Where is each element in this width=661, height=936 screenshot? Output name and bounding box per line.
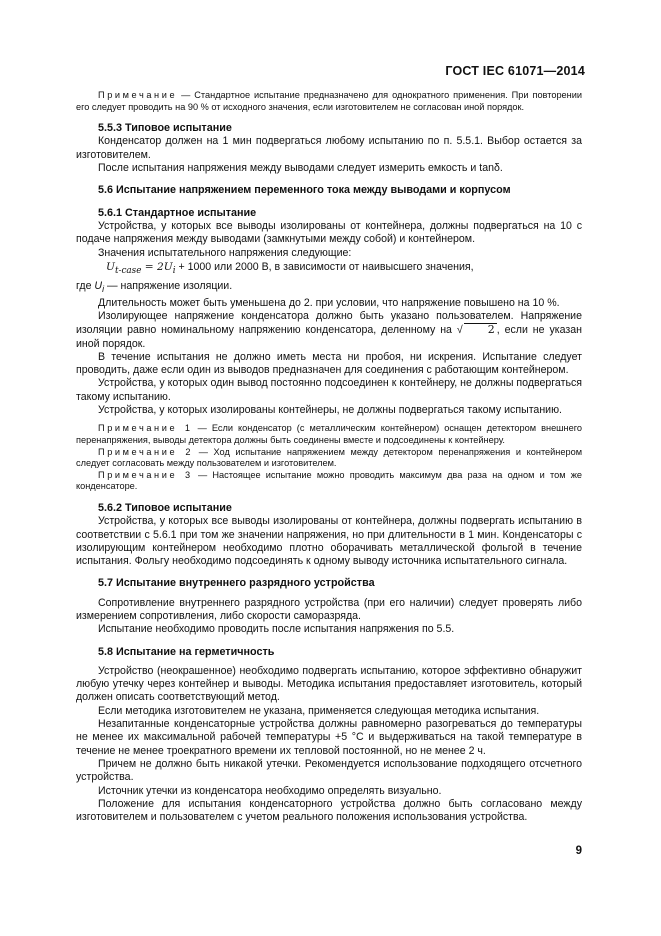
paragraph: Причем не должно быть никакой утечки. Рекомендуется использование подходящего отсчетного устройства. xyxy=(76,757,582,784)
section-5-8-title: 5.8 Испытание на герметичность xyxy=(98,645,275,658)
paragraph: Длительность может быть уменьшена до 2. при условии, что напряжение повышено на 10 %. xyxy=(98,296,560,309)
paragraph: Конденсатор должен на 1 мин подвергаться любому испытанию по п. 5.5.1. Выбор остается за изготовителем. xyxy=(76,135,582,161)
document-body xyxy=(76,90,582,824)
section-5-6-title: 5.6 Испытание напряжением переменного тока между выводами и корпусом xyxy=(98,184,511,197)
paragraph: Незапитанные конденсаторные устройства должны равномерно разогреваться до температуры не менее их максимальной рабочей температуры +5 °С и выдерживаться на такой температуре в течение не менее троекратного времени их тепловой постоянной, но не менее 2 ч. xyxy=(76,718,582,757)
paragraph: Изолирующее напряжение конденсатора должно быть указано пользователем. Напряжение изоляции равно номинальному напряжению конденсатора, деленному на √ 2 , если не указан иной порядок. xyxy=(76,309,583,350)
note-text: — Стандартное испытание предназначено для однократного применения. При повторении его следует проводить на 90 % от исходного значения, если изготовителем не согласован иной порядок. xyxy=(76,90,582,112)
paragraph: Положение для испытания конденсаторного устройства должно быть согласовано между изготовителем и пользователем с учетом реального положения использования устройства. xyxy=(76,797,582,824)
paragraph: Устройства, у которых все выводы изолированы от контейнера, должны подвергаться на 10 с подаче напряжения между выводами (замкнутыми между собой) и контейнером. xyxy=(76,219,582,246)
paragraph: В течение испытания не должно иметь места ни пробоя, ни искрения. Испытание следует проводить, даже если один из выводов предназначен для соединения с работающим контейнером. xyxy=(76,350,582,377)
paragraph: После испытания напряжения между выводами следует измерить емкость и tanδ. xyxy=(98,162,503,175)
section-5-6-1-title: 5.6.1 Стандартное испытание xyxy=(98,206,257,219)
formula-where: где $U_i$ — напряжение изоляции. xyxy=(76,280,233,295)
note-top xyxy=(76,90,582,113)
note-label: Примечание xyxy=(98,90,178,100)
section-5-6-2-title: 5.6.2 Типовое испытание xyxy=(98,501,232,514)
standard-header: ГОСТ IEC 61071—2014 xyxy=(445,64,585,78)
paragraph: Значения испытательного напряжения следующие: xyxy=(98,246,352,259)
paragraph: Сопротивление внутреннего разрядного устройства (при его наличии) следует проверять либо измерением сопротивления, либо скорости саморазряда. xyxy=(76,596,582,622)
voltage-formula: $U_{t-case} = 2U_i + 1000$ или 2000 В, в зависимости от наивысшего значения, xyxy=(106,260,474,276)
note-1: Примечание 1 — Если конденсатор (с металлическим контейнером) оснащен детектором внешнего перенапряжения, выводы детектора должны быть соединены вместе и подсоединены к контейнеру. xyxy=(76,423,582,445)
paragraph: Устройство (неокрашенное) необходимо подвергать испытанию, которое эффективно обнаружит любую утечку через контейнер и выводы. Методика испытания предоставляет изготовитель, который должен описать соответствующий метод. xyxy=(76,664,582,704)
section-5-5-3-title: 5.5.3 Типовое испытание xyxy=(98,122,232,135)
paragraph: Источник утечки из конденсатора необходимо определять визуально. xyxy=(98,784,442,797)
paragraph: Устройства, у которых изолированы контейнеры, не должны подвергаться такому испытанию. xyxy=(98,404,562,417)
section-5-7-title: 5.7 Испытание внутреннего разрядного устройства xyxy=(98,577,375,590)
paragraph: Устройства, у которых все выводы изолированы от контейнера, должны подвергать испытанию в соответствии с 5.6.1 при том же значении напряжения, но при длительности в 1 мин. Конденсаторы с изолирующим контейнером необходимо плотно оборачивать металлической фольгой в течение испытания. Фольгу необходимо подсоединять к одному выводу источника испытательного сигнала. xyxy=(76,515,582,568)
paragraph: Если методика изготовителем не указана, применяется следующая методика испытания. xyxy=(98,704,540,717)
note-3: Примечание 3 — Настоящее испытание можно проводить максимум два раза на одном и том же конденсаторе. xyxy=(76,469,582,492)
page-number: 9 xyxy=(575,845,582,857)
paragraph: Испытание необходимо проводить после испытания напряжения по 5.5. xyxy=(98,623,455,636)
paragraph: Устройства, у которых один вывод постоянно подсоединен к контейнеру, не должны подвергаться такому испытанию. xyxy=(76,377,582,403)
note-2: Примечание 2 — Ход испытание напряжением между детектором перенапряжения и контейнером следует согласовать между пользователем и изготовителем. xyxy=(76,446,583,469)
sqrt-symbol: 2 xyxy=(464,323,497,335)
